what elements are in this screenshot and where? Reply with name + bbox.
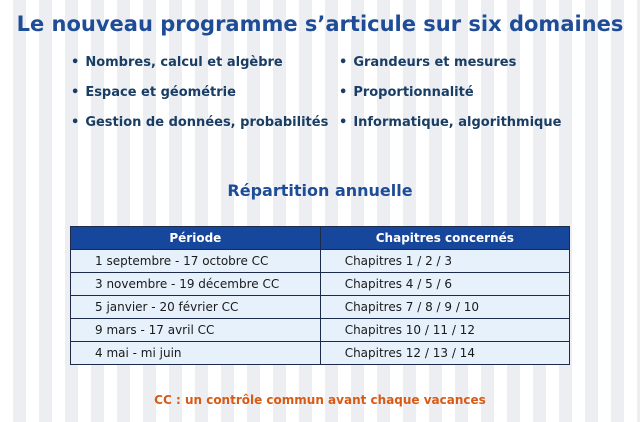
- period-cell: 9 mars - 17 avril CC: [71, 319, 321, 342]
- column-header-period: Période: [71, 227, 321, 250]
- domain-item: [339, 85, 474, 101]
- period-cell: 5 janvier - 20 février CC: [71, 296, 321, 319]
- domain-label: Proportionnalité: [353, 85, 474, 100]
- domain-item: [71, 115, 328, 131]
- chapters-cell: Chapitres 12 / 13 / 14: [320, 342, 569, 365]
- chapters-cell: Chapitres 1 / 2 / 3: [320, 250, 569, 273]
- bullet-icon: •: [339, 55, 348, 70]
- domain-item: [339, 55, 516, 71]
- bullet-icon: •: [71, 115, 80, 130]
- table-row: [71, 250, 570, 273]
- table-row: [71, 319, 570, 342]
- table-row: [71, 296, 570, 319]
- domain-label: Nombres, calcul et algèbre: [85, 55, 283, 70]
- period-cell: 3 novembre - 19 décembre CC: [71, 273, 321, 296]
- bullet-icon: •: [339, 115, 348, 130]
- page-title: Le nouveau programme s’articule sur six domaines: [16, 12, 624, 36]
- column-header-chapters: Chapitres concernés: [320, 227, 569, 250]
- chapters-cell: Chapitres 7 / 8 / 9 / 10: [320, 296, 569, 319]
- domain-label: Espace et géométrie: [85, 85, 236, 100]
- chapters-cell: Chapitres 10 / 11 / 12: [320, 319, 569, 342]
- section-title: Répartition annuelle: [227, 181, 413, 200]
- chapters-cell: Chapitres 4 / 5 / 6: [320, 273, 569, 296]
- domain-item: [339, 115, 561, 131]
- domains-list: [71, 55, 591, 145]
- table-header-row: [71, 227, 570, 250]
- table-row: [71, 342, 570, 365]
- schedule-table: [70, 226, 570, 365]
- domain-item: [71, 85, 236, 101]
- footnote: CC : un contrôle commun avant chaque vacances: [154, 393, 486, 407]
- domain-item: [71, 55, 283, 71]
- domain-label: Gestion de données, probabilités: [85, 115, 329, 130]
- table-row: [71, 273, 570, 296]
- bullet-icon: •: [339, 85, 348, 100]
- period-cell: 4 mai - mi juin: [71, 342, 321, 365]
- bullet-icon: •: [71, 55, 80, 70]
- period-cell: 1 septembre - 17 octobre CC: [71, 250, 321, 273]
- domain-label: Informatique, algorithmique: [353, 115, 562, 130]
- bullet-icon: •: [71, 85, 80, 100]
- domain-label: Grandeurs et mesures: [353, 55, 517, 70]
